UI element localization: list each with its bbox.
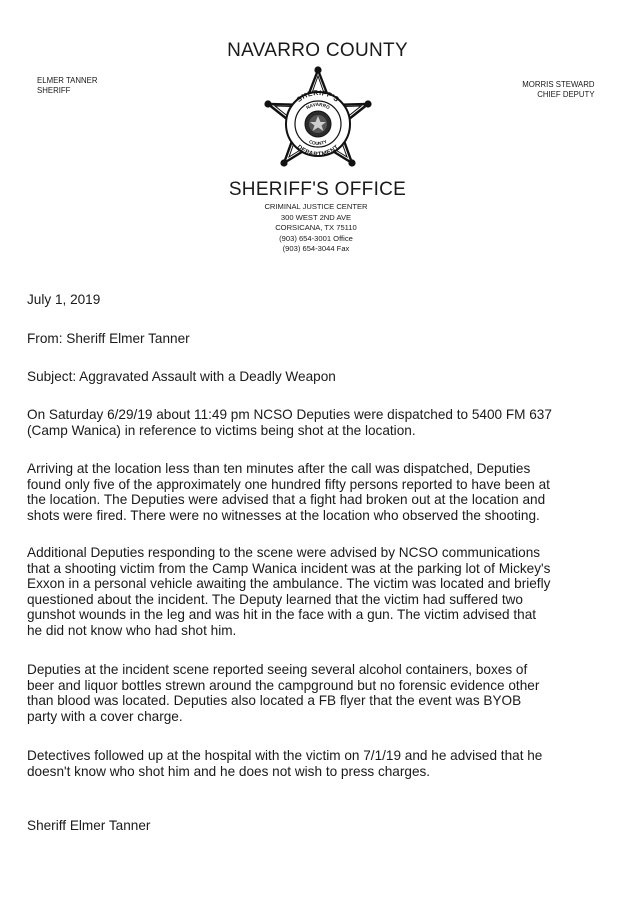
paragraph-line: Additional Deputies responding to the scene were advised by NCSO communications [27, 545, 541, 560]
memo-date: July 1, 2019 [27, 292, 101, 307]
sheriff-star-badge-icon [256, 66, 380, 178]
memo-signature: Sheriff Elmer Tanner [27, 818, 151, 833]
paragraph-line: than blood was located. Deputies also located a FB flyer that the event was BYOB [27, 693, 522, 708]
badge-bottom-text: DEPARTMENT [295, 143, 341, 159]
office-heading: SHERIFF'S OFFICE [228, 179, 407, 200]
paragraph-line: found only five of the approximately one hundred fifty persons reported to have been at [27, 476, 550, 492]
chief-deputy-block [522, 79, 594, 99]
memo-paragraph [27, 545, 607, 638]
paragraph-line: he did not know who had shot him. [27, 622, 237, 638]
paragraph-line: shots were fired. There were no witnesses at the location who observed the shooting. [27, 507, 540, 523]
paragraph-line: the location. The Deputies were advised that a fight had broken out at the location and [27, 492, 546, 507]
chief-deputy-name: MORRIS STEWARD [522, 79, 595, 89]
paragraph-line: On Saturday 6/29/19 about 11:49 pm NCSO Deputies were dispatched to 5400 FM 637 [27, 407, 552, 422]
paragraph-line: beer and liquor bottles strewn around the campground but no forensic evidence other [27, 677, 540, 693]
paragraph-line: doesn't know who shot him and he does not wish to press charges. [27, 763, 431, 779]
sheriff-name: ELMER TANNER [37, 75, 98, 85]
phone-office: (903) 654-3001 Office [279, 233, 353, 243]
address-line: 300 WEST 2ND AVE [280, 212, 352, 222]
chief-deputy-title: CHIEF DEPUTY [537, 89, 595, 99]
memo-paragraph [27, 748, 607, 779]
memo-paragraph [27, 461, 607, 523]
memo-paragraph [27, 407, 607, 438]
paragraph-line: that a shooting victim from the Camp Wanica incident was at the parking lot of Mickey's [27, 560, 551, 576]
address-line: CRIMINAL JUSTICE CENTER [264, 202, 368, 211]
office-address [241, 202, 391, 255]
phone-fax: (903) 654-3044 Fax [282, 244, 350, 253]
memo-paragraph [27, 662, 607, 724]
memo-from: From: Sheriff Elmer Tanner [27, 331, 190, 346]
paragraph-line: party with a cover charge. [27, 708, 183, 724]
badge-county-text: NAVARRO [305, 101, 331, 111]
paragraph-line: questioned about the incident. The Deputy learned that the victim had suffered two [27, 591, 523, 607]
sheriff-title: SHERIFF [37, 85, 71, 95]
memo-subject: Subject: Aggravated Assault with a Deadly Weapon [27, 369, 336, 384]
badge-lower-text: COUNTY [308, 138, 328, 147]
paragraph-line: gunshot wounds in the leg and was hit in the face with a gun. The victim advised that [27, 607, 537, 622]
address-line: CORSICANA, TX 75110 [275, 223, 357, 232]
paragraph-line: Exxon in a personal vehicle awaiting the ambulance. The victim was located and briefly [27, 576, 551, 591]
badge-top-text: SHERIFF'S [295, 89, 341, 104]
paragraph-line: (Camp Wanica) in reference to victims being shot at the location. [27, 422, 416, 438]
paragraph-line: Detectives followed up at the hospital with the victim on 7/1/19 and he advised that he [27, 748, 543, 763]
paragraph-line: Arriving at the location less than ten minutes after the call was dispatched, Deputies [27, 461, 531, 476]
paragraph-line: Deputies at the incident scene reported seeing several alcohol containers, boxes of [27, 662, 528, 677]
sheriff-block [37, 75, 98, 95]
county-heading: NAVARRO COUNTY [227, 40, 408, 61]
